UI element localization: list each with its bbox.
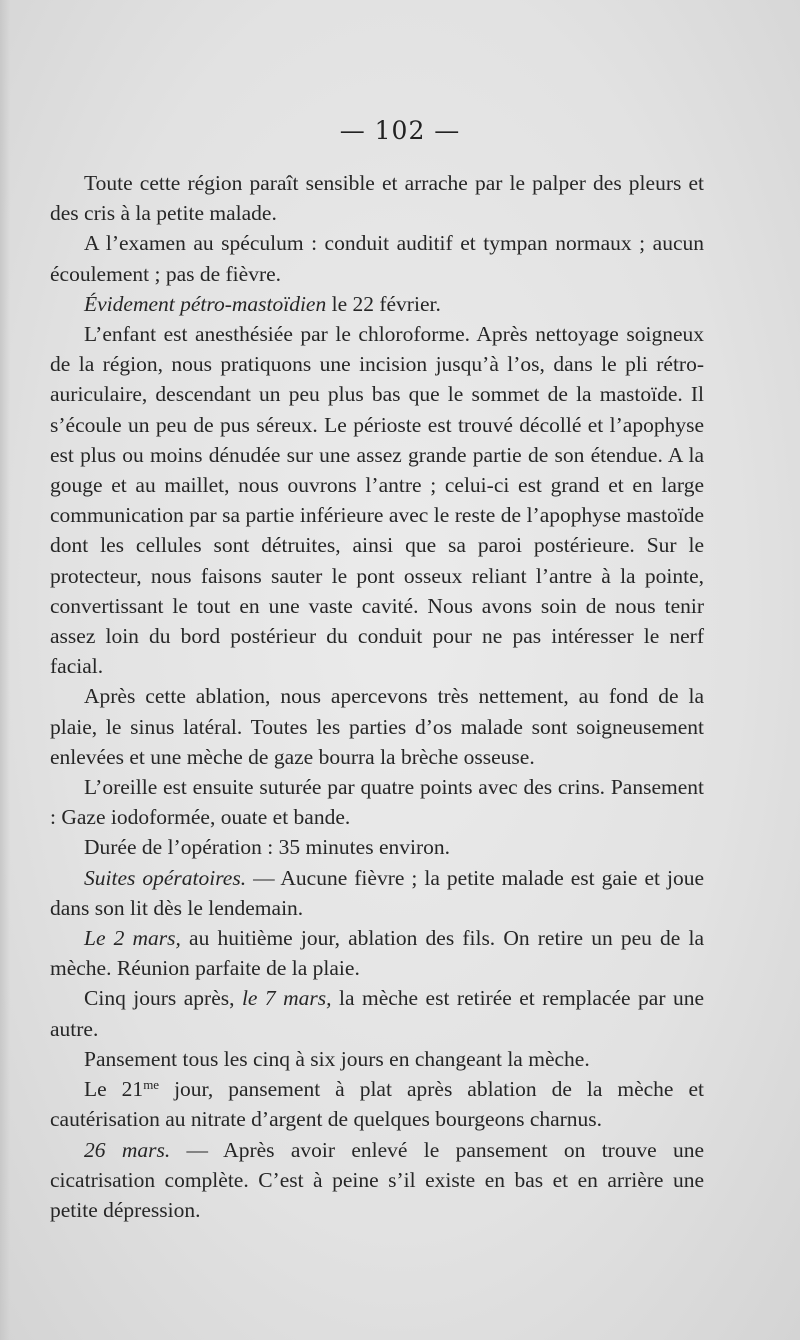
paragraph [50, 772, 704, 832]
text-run: Durée de l’opération : 35 minutes environ. [84, 835, 450, 860]
text-run: L’oreille est ensuite suturée par quatre points avec des crins. Pansement : Gaze iodoformée, ouate et bande. [50, 775, 704, 830]
text-run: — Après avoir enlevé le pansement on trouve une cicatrisation complète. C’est à peine s’il existe en bas et en arrière une petite dépression. [50, 1137, 704, 1222]
paragraph [50, 863, 704, 923]
superscript-text: me [143, 1077, 160, 1093]
paragraph [50, 289, 704, 319]
paragraph [50, 1044, 704, 1074]
paragraph [50, 228, 704, 288]
paragraph [50, 319, 704, 681]
page-number: — 102 — [339, 116, 461, 145]
text-run: jour, pansement à plat après ablation de la mèche et cautérisation au nitrate d’argent de quelques bourgeons charnus. [50, 1077, 704, 1132]
text-run: Cinq jours après, [84, 986, 242, 1011]
body-text [50, 168, 704, 1225]
page-gutter-shadow [0, 0, 10, 1340]
text-run: A l’examen au spéculum : conduit auditif et tympan normaux ; aucun écoulement ; pas de fièvre. [50, 231, 704, 286]
italic-text: le 7 mars, [241, 986, 332, 1011]
paragraph [50, 1135, 704, 1226]
text-run: le 22 février. [326, 291, 441, 316]
italic-text: Suites opératoires. [84, 865, 247, 890]
text-run: Toute cette région paraît sensible et arrache par le palper des pleurs et des cris à la petite malade. [50, 171, 704, 226]
paragraph [50, 832, 704, 862]
text-run: L’enfant est anesthésiée par le chloroforme. Après nettoyage soigneux de la région, nous pratiquons une incision jusqu’à l’os, dans le pli rétro-auriculaire, descendant un peu plus bas que le sommet de la mastoïde. Il s’écoule un peu de pus séreux. Le périoste est trouvé décollé et l’apophyse est plus ou moins dénudée sur une assez grande partie de son étendue. A la gouge et au maillet, nous ouvrons l’antre ; celui-ci est grand et en large communication par sa partie inférieure avec le reste de l’apophyse mastoïde dont les cellules sont détruites, ainsi que sa paroi postérieure. Sur le protecteur, nous faisons sauter le pont osseux reliant l’antre à la pointe, convertissant le tout en une vaste cavité. Nous avons soin de nous tenir assez loin du bord postérieur du conduit pour ne pas intéresser le nerf facial. [50, 322, 704, 679]
italic-text: 26 mars. [84, 1137, 171, 1162]
italic-text: Le 2 mars, [84, 926, 181, 951]
paragraph [50, 923, 704, 983]
text-run: Après cette ablation, nous apercevons très nettement, au fond de la plaie, le sinus latéral. Toutes les parties d’os malade sont soigneusement enlevées et une mèche de gaze bourra la brèche osseuse. [50, 684, 704, 769]
paragraph [50, 983, 704, 1043]
text-run: Pansement tous les cinq à six jours en changeant la mèche. [84, 1046, 590, 1071]
text-run: — Aucune fièvre ; la petite malade est gaie et joue dans son lit dès le lendemain. [50, 865, 704, 920]
text-run: Le 21 [84, 1077, 144, 1102]
text-run: la mèche est retirée et remplacée par une autre. [50, 986, 704, 1041]
italic-text: Évidement pétro-mastoïdien [84, 291, 327, 316]
paragraph [50, 681, 704, 772]
paragraph [50, 168, 704, 228]
paragraph [50, 1074, 704, 1134]
text-run: au huitième jour, ablation des fils. On retire un peu de la mèche. Réunion parfaite de la plaie. [50, 926, 704, 981]
